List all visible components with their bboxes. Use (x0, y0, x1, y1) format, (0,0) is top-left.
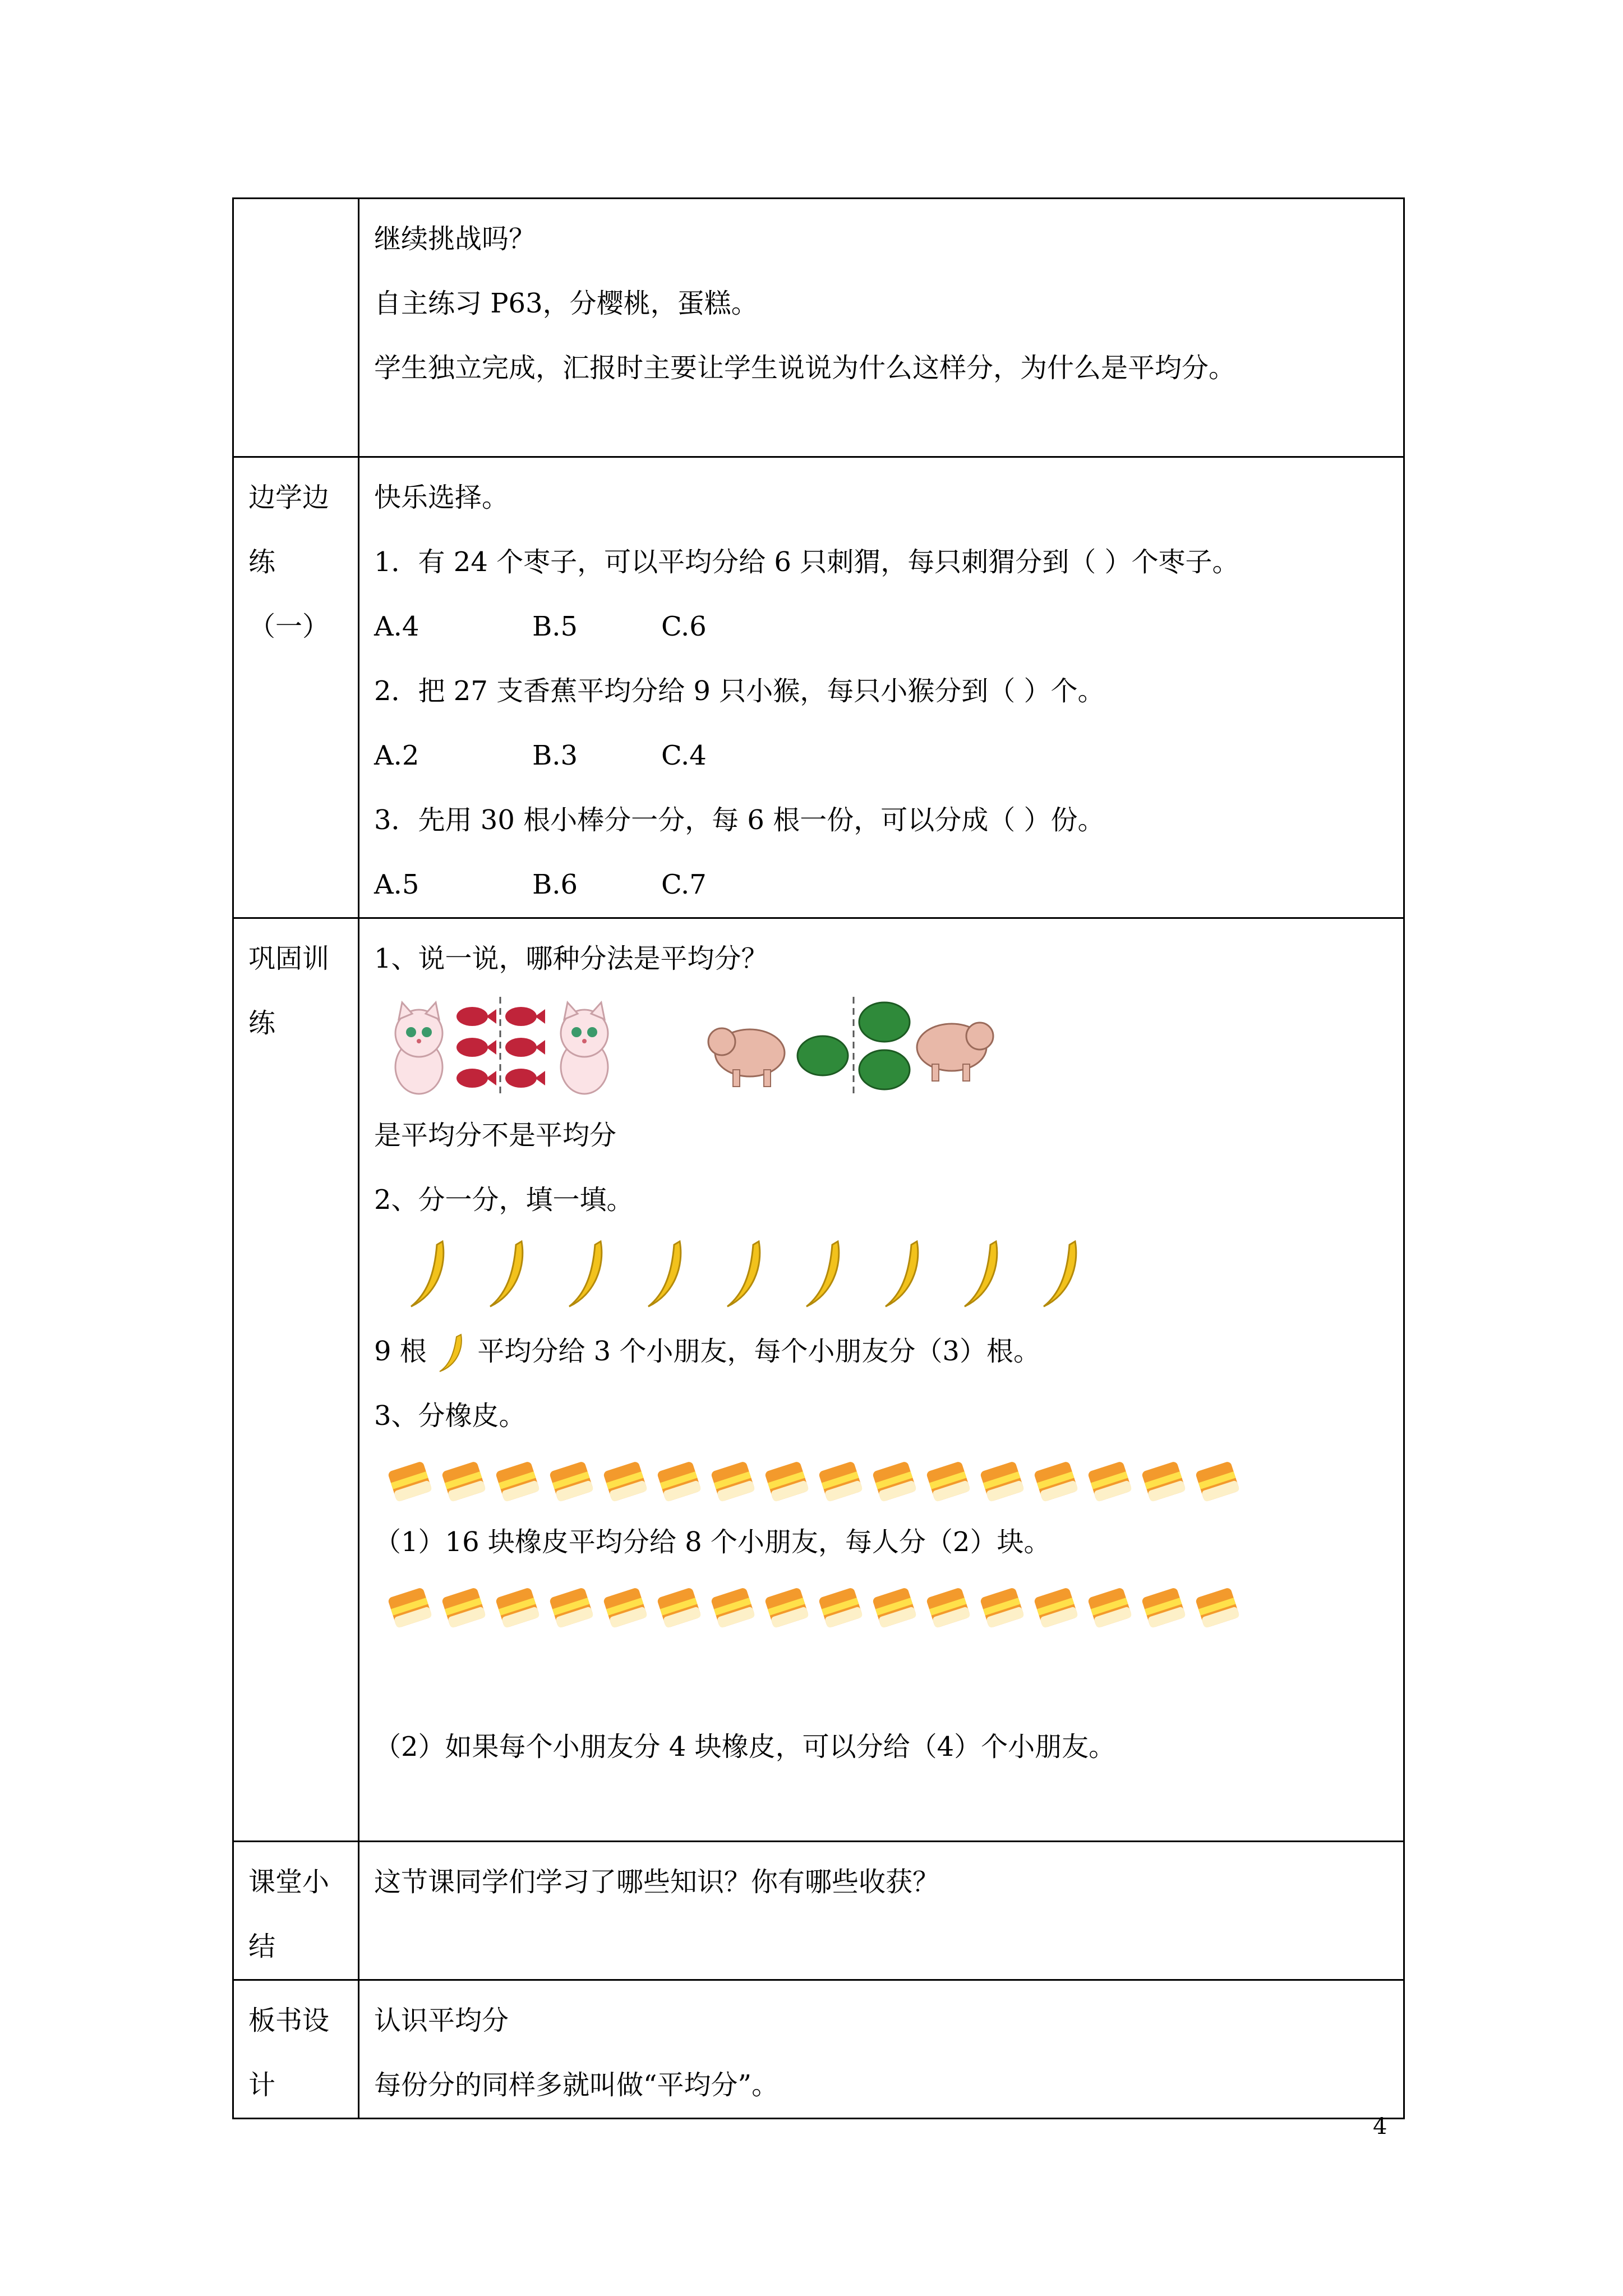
banana-icon (727, 1241, 760, 1306)
eraser-icon (872, 1587, 917, 1628)
problem-2: 2、分一分，填一填。 (374, 1184, 634, 1216)
eraser-icon (926, 1587, 971, 1628)
row-consolidation (233, 918, 1404, 1842)
eraser-icon (1141, 1461, 1186, 1502)
banana-icon (965, 1241, 997, 1306)
eraser-icon (764, 1587, 809, 1628)
banana-icon (435, 1331, 469, 1376)
eraser-icon (764, 1461, 809, 1502)
eraser-icon (1087, 1461, 1132, 1502)
label-line: 计 (248, 2069, 276, 2101)
eraser-icon (603, 1461, 648, 1502)
eraser-icon (549, 1461, 594, 1502)
label-line: 练 (248, 546, 276, 578)
eraser-icon (441, 1461, 486, 1502)
sharing-picture (374, 991, 1403, 1103)
eraser-icon (1034, 1587, 1078, 1628)
option: C.7 (661, 869, 707, 900)
eraser-icon (818, 1461, 863, 1502)
statement-prefix: 9 根 (374, 1336, 427, 1367)
eraser-icon (657, 1587, 702, 1628)
eraser-icon (657, 1461, 702, 1502)
option: A.4 (374, 611, 419, 642)
row-label (233, 1842, 359, 1980)
eraser-icon (603, 1587, 648, 1628)
banana-icon (806, 1241, 839, 1306)
banana-icon (1044, 1241, 1076, 1306)
banana-row (374, 1232, 1403, 1319)
option: B.6 (532, 869, 578, 900)
eraser-icon (388, 1461, 432, 1502)
label-line: 结 (248, 1931, 276, 1962)
eraser-icon (495, 1587, 540, 1628)
cat-icon (561, 1002, 608, 1094)
row-content (359, 1842, 1404, 1980)
question-3-options (374, 853, 1403, 917)
row-content (359, 457, 1404, 918)
eraser-icon (441, 1587, 486, 1628)
problem-3-part-2: （2）如果每个小朋友分 4 块橡皮，可以分给（4）个小朋友。 (374, 1731, 1116, 1763)
banana-icon (490, 1241, 523, 1306)
label-line: （一） (248, 611, 330, 642)
problem-3-part-1: （1）16 块橡皮平均分给 8 个小朋友，每人分（2）块。 (374, 1526, 1051, 1558)
label-line: 板书设 (248, 2005, 330, 2036)
pig-icon (917, 1023, 993, 1081)
row-content (359, 1980, 1404, 2119)
row-content (359, 918, 1404, 1842)
eraser-row (374, 1575, 1403, 1715)
row-label (233, 918, 359, 1842)
banana-icon (569, 1241, 602, 1306)
question-2-options (374, 724, 1403, 788)
eraser-icon (1141, 1587, 1186, 1628)
problem-1: 1、说一说，哪种分法是平均分？ (374, 943, 768, 974)
option: B.3 (532, 740, 578, 771)
banana-icon (886, 1241, 918, 1306)
eraser-row (374, 1448, 1403, 1510)
question-2: 2．把 27 支香蕉平均分给 9 只小猴，每只小猴分到（ ）个。 (374, 675, 1105, 707)
eraser-icon (980, 1587, 1025, 1628)
eraser-icon (495, 1461, 540, 1502)
row-summary (233, 1842, 1404, 1980)
eraser-icon (980, 1461, 1025, 1502)
row-practice-one (233, 457, 1404, 918)
banana-icon (648, 1241, 681, 1306)
option: B.5 (532, 611, 578, 642)
text-line: 自主练习 P63，分樱桃，蛋糕。 (374, 288, 758, 319)
row-continue-challenge (233, 199, 1404, 457)
eraser-icon (388, 1587, 432, 1628)
option: A.2 (374, 740, 419, 771)
fish-icon (505, 1007, 545, 1088)
eraser-icon (1034, 1461, 1078, 1502)
section-intro: 快乐选择。 (374, 482, 509, 513)
row-content (359, 199, 1404, 457)
eraser-icon (926, 1461, 971, 1502)
problem-3: 3、分橡皮。 (374, 1400, 526, 1432)
watermelon-icon (797, 1036, 848, 1075)
eraser-icon (1195, 1587, 1240, 1628)
text-line: 这节课同学们学习了哪些知识？你有哪些收获？ (374, 1866, 940, 1898)
row-label-empty (233, 199, 359, 457)
banana-icon (411, 1241, 444, 1306)
eraser-icon (872, 1461, 917, 1502)
statement-suffix: 平均分给 3 个小朋友，每个小朋友分（3）根。 (477, 1336, 1040, 1367)
eraser-icon (711, 1461, 755, 1502)
cat-icon (395, 1002, 442, 1094)
option: C.6 (661, 611, 707, 642)
question-1-options (374, 595, 1403, 659)
text-line: 学生独立完成，汇报时主要让学生说说为什么这样分，为什么是平均分。 (374, 352, 1236, 384)
label-line: 边学边 (248, 482, 330, 513)
eraser-icon (1195, 1461, 1240, 1502)
problem-2-statement (374, 1319, 1403, 1384)
question-1: 1．有 24 个枣子，可以平均分给 6 只刺猬，每只刺猬分到（ ）个枣子。 (374, 546, 1239, 578)
text-line: 继续挑战吗？ (374, 223, 536, 255)
row-label (233, 1980, 359, 2119)
label-line: 课堂小 (248, 1866, 330, 1898)
page-number: 4 (1373, 2114, 1387, 2139)
text-line: 认识平均分 (374, 2005, 509, 2036)
watermelon-icon (859, 1002, 910, 1089)
problem-1-answer: 是平均分不是平均分 (374, 1120, 617, 1151)
option: C.4 (661, 740, 707, 771)
question-3: 3．先用 30 根小棒分一分，每 6 根一份，可以分成（ ）份。 (374, 804, 1105, 836)
text-line: 每份分的同样多就叫做“平均分”。 (374, 2069, 779, 2101)
fish-icon (457, 1007, 496, 1088)
eraser-icon (711, 1587, 755, 1628)
lesson-table (232, 197, 1405, 2119)
label-line: 巩固训 (248, 943, 330, 974)
eraser-icon (818, 1587, 863, 1628)
eraser-icon (1087, 1587, 1132, 1628)
eraser-icon (549, 1587, 594, 1628)
label-line: 练 (248, 1007, 276, 1039)
row-board-design (233, 1980, 1404, 2119)
pig-icon (708, 1028, 785, 1087)
option: A.5 (374, 869, 419, 900)
row-label (233, 457, 359, 918)
